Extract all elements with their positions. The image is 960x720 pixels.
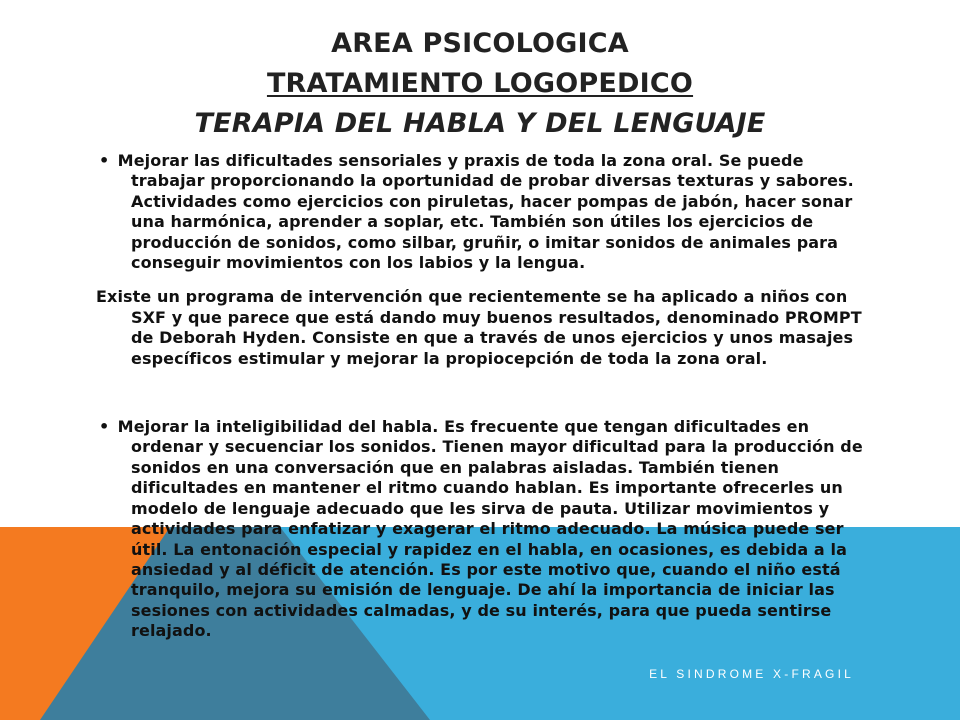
footer-label: EL SINDROME X-FRAGIL	[649, 667, 854, 681]
bullet-icon: •	[99, 151, 110, 170]
paragraph-sensory	[96, 151, 878, 273]
paragraph-intelligibility-text: Mejorar la inteligibilidad del habla. Es frecuente que tengan dificultades en ordenar y secuenciar los sonidos. Tienen mayor dificultad para la producción de sonidos en una conversación que en palabras aisladas. También tienen dificultades en mantener el ritmo cuando hablan. Es importante ofrecerles un modelo de lenguaje adecuado que les sirva de pauta. Utilizar movimientos y actividades para enfatizar y exagerar el ritmo adecuado. La música puede ser útil. La entonación especial y rapidez en el habla, en ocasiones, es debida a la ansiedad y al déficit de atención. Es por este motivo que, cuando el niño está tranquilo, mejora su emisión de lenguaje. De ahí la importancia de iniciar las sesiones con actividades calmadas, y de su interés, para que pueda sentirse relajado.	[117, 417, 863, 641]
title-area: AREA PSICOLOGICA	[331, 28, 629, 59]
paragraph-prompt: Existe un programa de intervención que recientemente se ha aplicado a niños con SXF y que parece que está dando muy buenos resultados, denominado PROMPT de Deborah Hyden. Consiste en que a través de unos ejercicios y unos masajes específicos estimular y mejorar la propiocepción de toda la zona oral.	[96, 287, 862, 368]
title-treatment: TRATAMIENTO LOGOPEDICO	[266, 68, 694, 99]
title-therapy: TERAPIA DEL HABLA Y DEL LENGUAJE	[194, 108, 766, 139]
slide-body	[96, 151, 878, 642]
bullet-icon: •	[99, 417, 110, 437]
paragraph-intelligibility	[96, 417, 878, 641]
slide-title	[0, 24, 960, 144]
paragraph-sensory-text: Mejorar las dificultades sensoriales y praxis de toda la zona oral. Se puede trabajar proporcionando la oportunidad de probar diversas texturas y sabores. Actividades como ejercicios con piruletas, hacer pompas de jabón, hacer sonar una harmónica, aprender a soplar, etc. También son útiles los ejercicios de producción de sonidos, como silbar, gruñir, o imitar sonidos de animales para conseguir movimientos con los labios y la lengua.	[117, 151, 854, 273]
